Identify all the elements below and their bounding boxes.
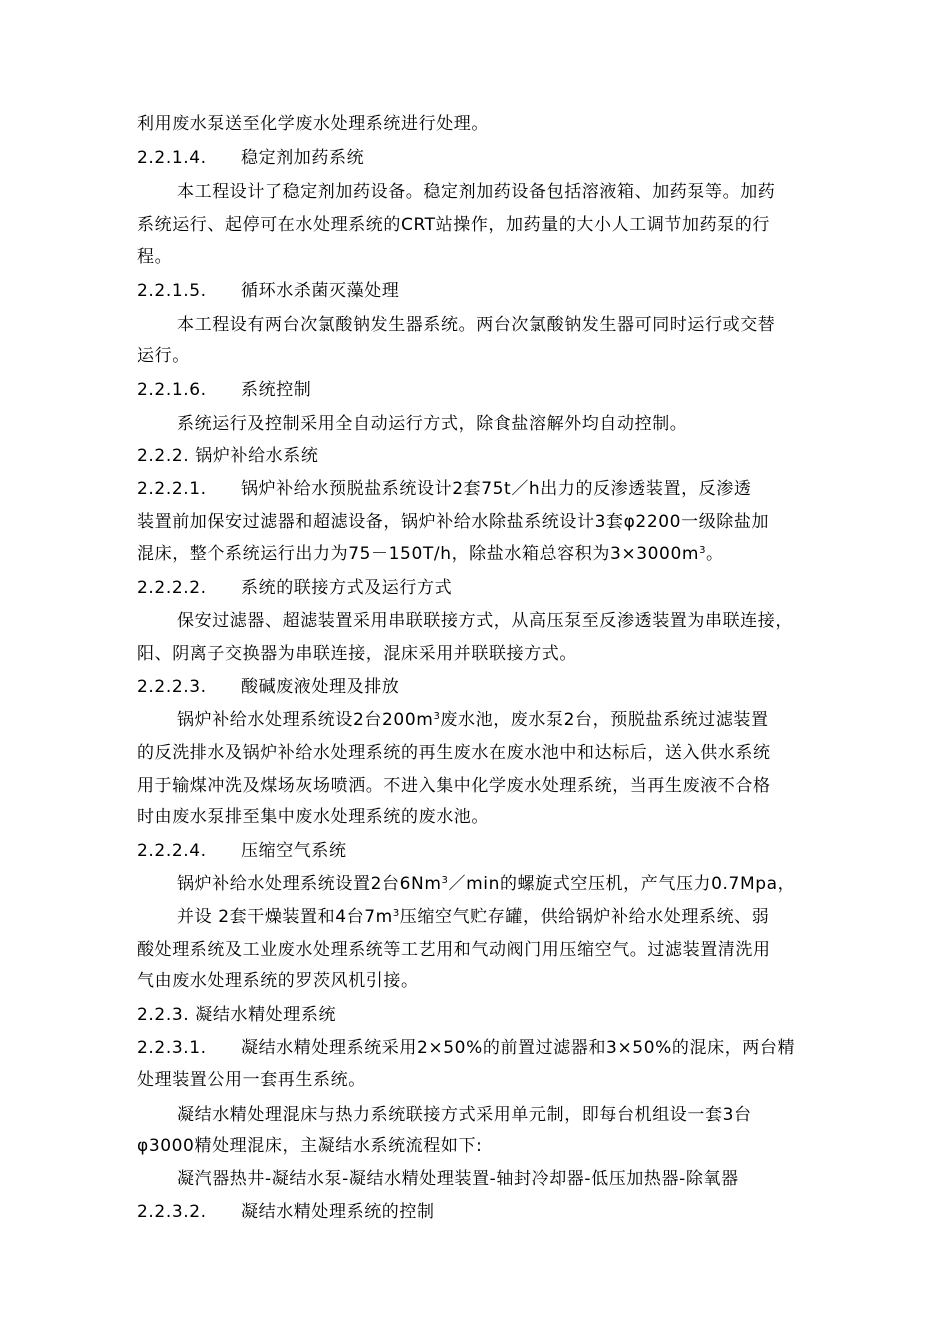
- paragraph-line: 时由废水泵排至集中废水处理系统的废水池。: [137, 807, 489, 827]
- paragraph-line: 程。: [137, 247, 173, 267]
- section-heading-2-2-1-6: [137, 379, 311, 401]
- section-heading-2-2-2-4: [137, 840, 347, 862]
- section-number: 2.2.2.1.: [137, 479, 207, 499]
- section-number: 2.2.1.5.: [137, 281, 207, 301]
- section-text: 锅炉补给水预脱盐系统设计2套75t／h出力的反渗透装置，反渗透: [241, 479, 752, 499]
- section-number: 2.2.2.4.: [137, 841, 207, 861]
- section-heading-2-2-2-3: [137, 676, 399, 698]
- section-title: 稳定剂加药系统: [241, 148, 365, 168]
- paragraph-line: 并设 2套干燥装置和4台$7m^3$压缩空气贮存罐，供给锅炉补给水处理系统、弱: [177, 907, 770, 927]
- section-heading-2-2-2: 2.2.2. 锅炉补给水系统: [137, 446, 319, 466]
- paragraph-line: 气由废水处理系统的罗茨风机引接。: [137, 971, 419, 991]
- section-heading-2-2-1-4: [137, 147, 364, 169]
- paragraph-line: 阳、阴离子交换器为串联连接，混床采用并联联接方式。: [137, 644, 577, 664]
- section-title: 压缩空气系统: [241, 841, 347, 861]
- paragraph-line: 本工程设有两台次氯酸钠发生器系统。两台次氯酸钠发生器可同时运行或交替: [177, 315, 776, 335]
- section-text: 凝结水精处理系统采用2×50%的前置过滤器和3×50%的混床，两台精: [241, 1038, 796, 1058]
- paragraph-line: 锅炉补给水处理系统设置2台6Nm$^3$／min的螺旋式空压机，产气压力0.7Mpa，: [177, 874, 796, 894]
- section-number: 2.2.3.2.: [137, 1202, 207, 1222]
- section-heading-2-2-3-2: [137, 1201, 435, 1223]
- paragraph-line: 装置前加保安过滤器和超滤设备，锅炉补给水除盐系统设计3套φ2200一级除盐加: [137, 512, 770, 532]
- section-number: 2.2.1.6.: [137, 380, 207, 400]
- paragraph-line: 系统运行、起停可在水处理系统的CRT站操作，加药量的大小人工调节加药泵的行: [137, 215, 771, 235]
- section-heading-2-2-2-1: [137, 478, 752, 500]
- paragraph-line: 系统运行及控制采用全自动运行方式，除食盐溶解外均自动控制。: [177, 414, 688, 434]
- paragraph-line: 保安过滤器、超滤装置采用串联联接方式，从高压泵至反渗透装置为串联连接，: [177, 611, 793, 631]
- paragraph-line: 运行。: [137, 346, 190, 366]
- section-heading-2-2-2-2: [137, 577, 452, 599]
- paragraph-line: 本工程设计了稳定剂加药设备。稳定剂加药设备包括溶液箱、加药泵等。加药: [177, 182, 776, 202]
- paragraph-line: 利用废水泵送至化学废水处理系统进行处理。: [137, 114, 489, 134]
- paragraph-line: 用于输煤冲洗及煤场灰场喷洒。不进入集中化学废水处理系统，当再生废液不合格: [137, 776, 771, 796]
- section-title: 凝结水精处理系统的控制: [241, 1202, 435, 1222]
- section-heading-2-2-3: 2.2.3. 凝结水精处理系统: [137, 1005, 337, 1025]
- paragraph-line: 处理装置公用一套再生系统。: [137, 1070, 366, 1090]
- section-title: 酸碱废液处理及排放: [241, 677, 400, 697]
- section-heading-2-2-3-1: [137, 1037, 795, 1059]
- paragraph-line: 的反洗排水及锅炉补给水处理系统的再生废水在废水池中和达标后，送入供水系统: [137, 743, 771, 763]
- paragraph-line: φ3000精处理混床，主凝结水系统流程如下:: [137, 1136, 483, 1156]
- paragraph-line: 酸处理系统及工业废水处理系统等工艺用和气动阀门用压缩空气。过滤装置清洗用: [137, 940, 771, 960]
- process-flow-line: 凝汽器热井-凝结水泵-凝结水精处理装置-轴封冷却器-低压加热器-除氧器: [177, 1169, 739, 1189]
- section-title: 循环水杀菌灭藻处理: [241, 281, 400, 301]
- paragraph-line: 锅炉补给水处理系统设2台$200m^3$废水池，废水泵2台，预脱盐系统过滤装置: [177, 710, 769, 730]
- section-number: 2.2.1.4.: [137, 148, 207, 168]
- section-heading-2-2-1-5: [137, 280, 399, 302]
- paragraph-line: 凝结水精处理混床与热力系统联接方式采用单元制，即每台机组设一套3台: [177, 1105, 752, 1125]
- section-number: 2.2.2.3.: [137, 677, 207, 697]
- section-number: 2.2.2.2.: [137, 578, 207, 598]
- section-title: 系统的联接方式及运行方式: [241, 578, 453, 598]
- section-number: 2.2.3.1.: [137, 1038, 207, 1058]
- paragraph-line: 混床，整个系统运行出力为75－150T/h，除盐水箱总容积为$3\times 3000m^3$。: [137, 544, 724, 564]
- section-title: 系统控制: [241, 380, 312, 400]
